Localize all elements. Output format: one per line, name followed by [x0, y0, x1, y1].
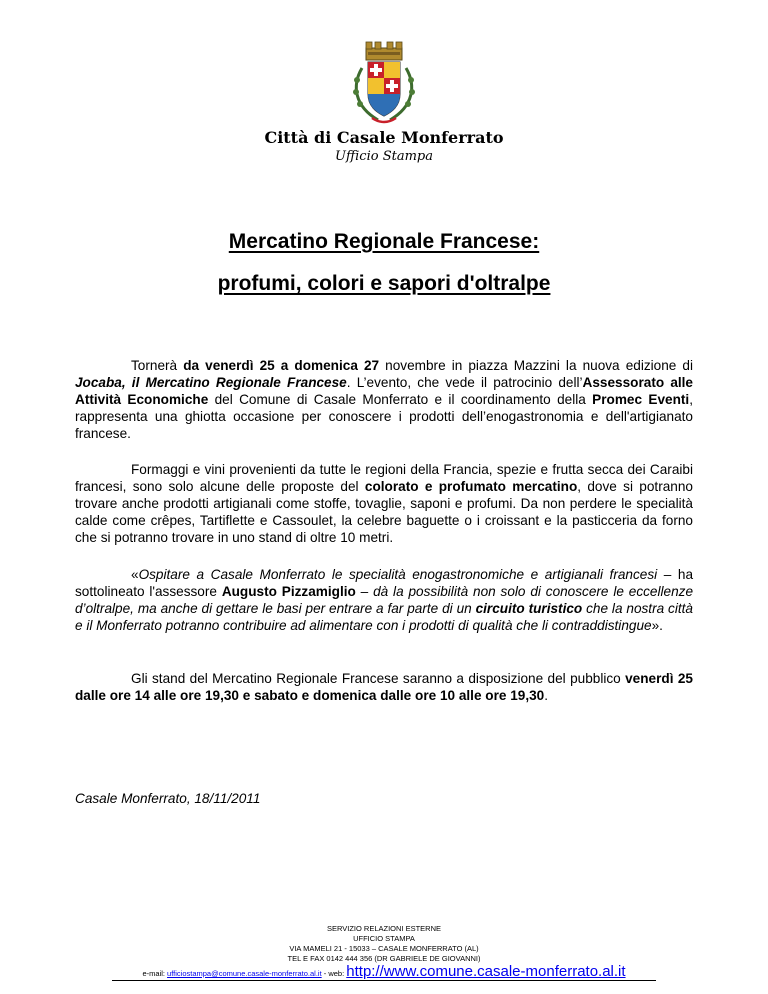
footer-service: SERVIZIO RELAZIONI ESTERNE [326, 924, 442, 933]
email-link[interactable]: ufficiostampa@comune.casale-monferrato.al.it [167, 969, 322, 978]
footer-contact: e-mail: ufficiostampa@comune.casale-monferrato.al.it - web: http://www.comune.casale-monferrato.al.it [142, 963, 626, 980]
paragraph-1: Tornerà da venerdì 25 a domenica 27 novembre in piazza Mazzini la nuova edizione di Jocaba, il Mercatino Regionale Francese. L’evento, che vede il patrocinio dell’Assessorato alle Attività Economiche del Comune di Casale Monferrato e il coordinamento della Promec Eventi, rappresenta una ghiotta occasione per conoscere i prodotti dell’enogastronomia e dell'artigianato francese. [75, 358, 694, 441]
org-name: Città di Casale Monferrato [264, 128, 504, 147]
footer-divider [112, 980, 656, 981]
paragraph-2: Formaggi e vini provenienti da tutte le regioni della Francia, spezie e frutta secca dei Caraibi francesi, sono solo alcune delle proposte del colorato e profumato mercatino, dove si potranno trovare anche prodotti artigianali come stoffe, tovaglie, saponi e profumi. Da non perdere le specialità calde come crêpes, Tartiflette e Cassoulet, la celebre baguette o i croissant e la pasticceria da forno che si potranno trovare in uno stand di oltre 10 metri. [75, 462, 693, 545]
org-subtitle: Ufficio Stampa [334, 149, 433, 164]
footer-address: VIA MAMELI 21 - 15033 – CASALE MONFERRATO (AL) [289, 944, 479, 953]
dateline: Casale Monferrato, 18/11/2011 [75, 791, 261, 806]
footer-phone: TEL E FAX 0142 444 356 (DR GABRIELE DE GIOVANNI) [287, 954, 481, 963]
headline-line-1: Mercatino Regionale Francese: [228, 230, 540, 253]
website-link[interactable]: http://www.comune.casale-monferrato.al.it [346, 963, 626, 980]
paragraph-3-quote: «Ospitare a Casale Monferrato le specialità enogastronomiche e artigianali francesi – ha sottolineato l'assessore Augusto Pizzamiglio – dà la possibilità non solo di conoscere le eccellenze d’oltralpe, ma anche di gettare le basi per entrare a far parte di un circuito turistico che la nostra città e il Monferrato potranno contribuire ad alimentare con i prodotti di qualità che li contraddistingue». [75, 567, 694, 633]
city-coat-of-arms-icon [348, 40, 420, 128]
headline-line-2: profumi, colori e sapori d'oltralpe [217, 272, 551, 295]
footer-office: UFFICIO STAMPA [353, 934, 415, 943]
paragraph-4: Gli stand del Mercatino Regionale Francese saranno a disposizione del pubblico venerdì 25 dalle ore 14 alle ore 19,30 e sabato e domenica dalle ore 10 alle ore 19,30. [75, 671, 693, 703]
